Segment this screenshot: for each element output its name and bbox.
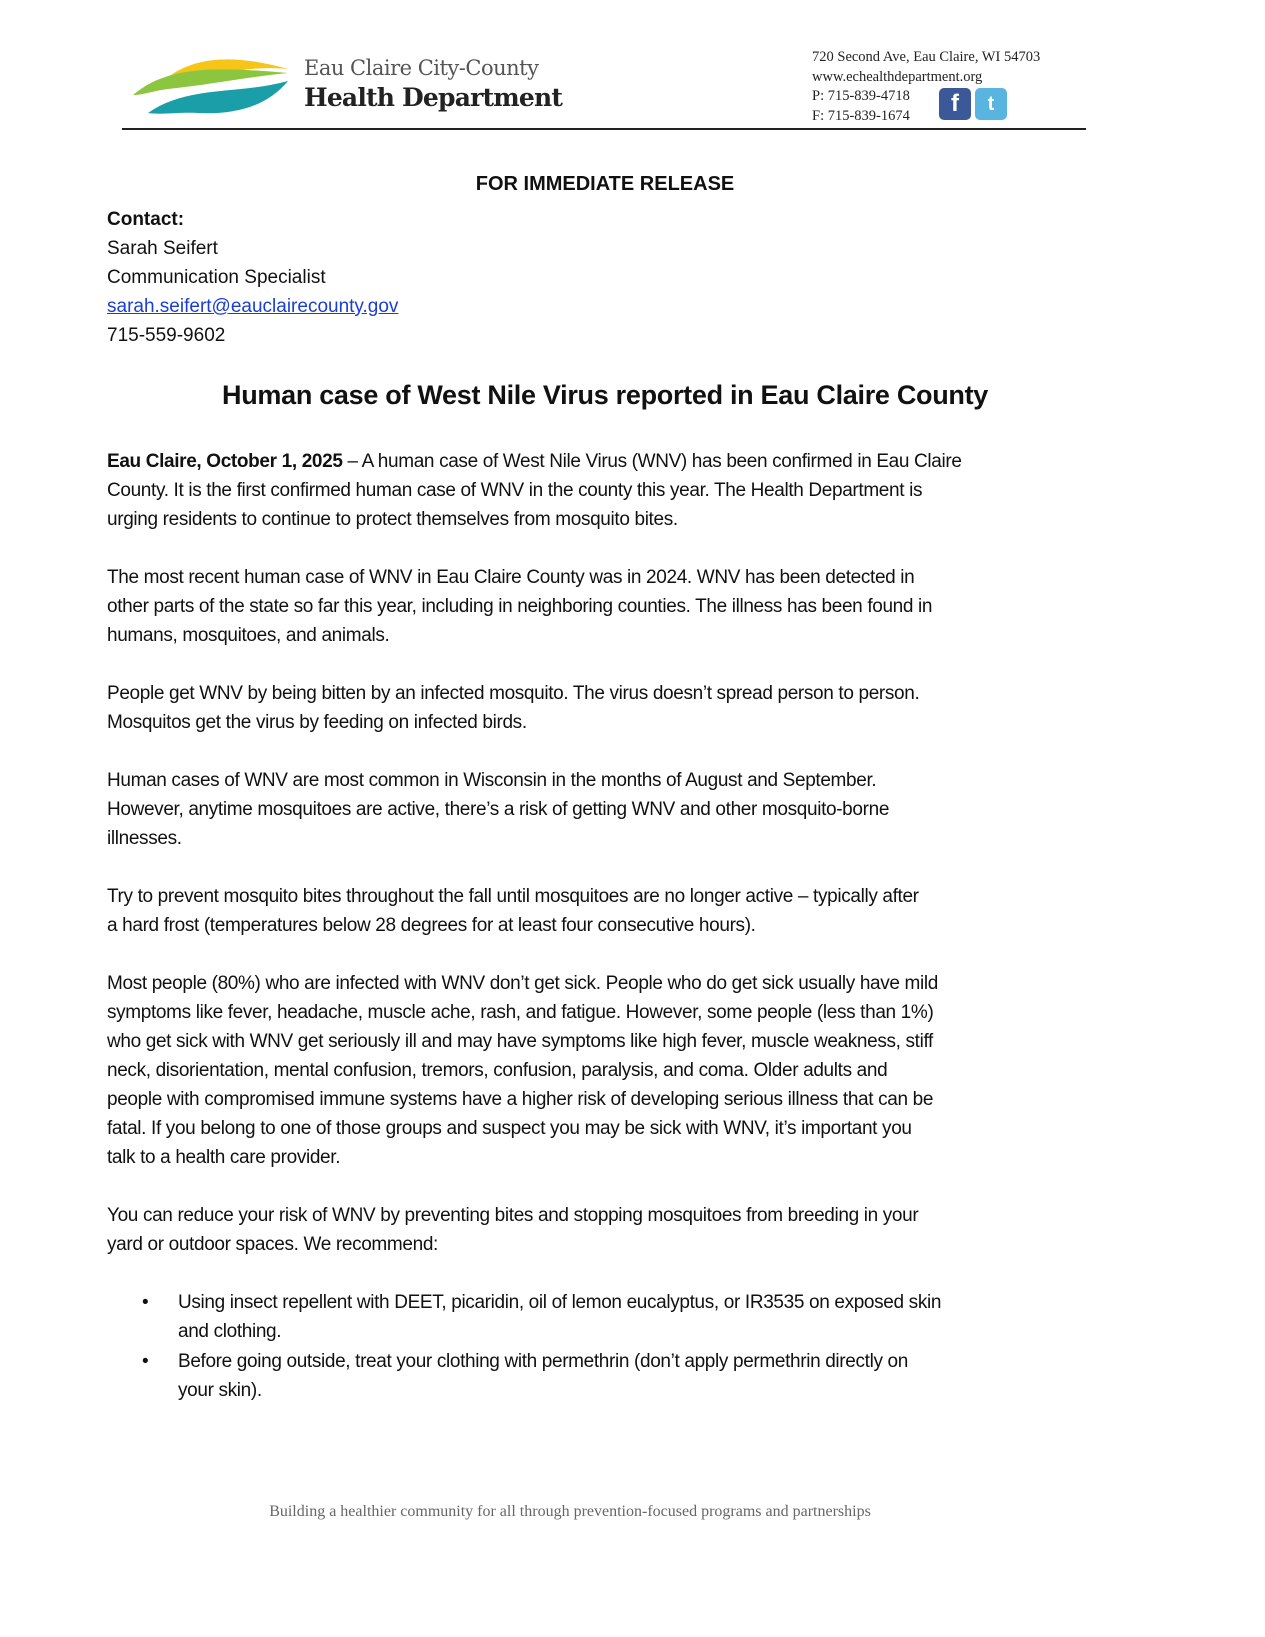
headline: Human case of West Nile Virus reported in Eau Claire County <box>222 380 988 410</box>
paragraph: The most recent human case of WNV in Eau Claire County was in 2024. WNV has been detected in other parts of the state so far this year, including in neighboring counties. The illness has been found in humans, mosquitoes, and animals. <box>107 567 933 646</box>
fax: F: 715-839-1674 <box>812 107 910 124</box>
phone: P: 715-839-4718 <box>812 88 910 104</box>
social-links <box>939 88 1007 120</box>
website[interactable]: www.echealthdepartment.org <box>812 68 983 85</box>
press-contact <box>107 205 398 350</box>
contact-label: Contact: <box>107 209 185 230</box>
article-body <box>107 447 962 1406</box>
facebook-icon[interactable]: f <box>939 88 971 120</box>
address: 720 Second Ave, Eau Claire, WI 54703 <box>812 49 1041 65</box>
dateline: Eau Claire, October 1, 2025 <box>107 451 343 472</box>
list-item: • Using insect repellent with DEET, picaridin, oil of lemon eucalyptus, or IR3535 on exposed skin and clothing. <box>107 1288 962 1346</box>
health-department-logo <box>128 55 293 125</box>
list-item: • Before going outside, treat your clothing with permethrin (don’t apply permethrin directly on your skin). <box>107 1347 962 1405</box>
contact-phone: 715-559-9602 <box>107 325 226 346</box>
paragraph: Try to prevent mosquito bites throughout the fall until mosquitoes are no longer active – typically after a hard frost (temperatures below 28 degrees for at least four consecutive hours). <box>107 886 919 936</box>
release-label: FOR IMMEDIATE RELEASE <box>475 173 735 195</box>
recommendation-list <box>107 1288 962 1405</box>
paragraph: People get WNV by being bitten by an infected mosquito. The virus doesn’t spread person to person. Mosquitos get the virus by feeding on infected birds. <box>107 683 920 733</box>
footer-tagline: Building a healthier community for all through prevention-focused programs and partnerships <box>269 1503 871 1520</box>
contact-email-link[interactable]: sarah.seifert@eauclairecounty.gov <box>107 296 399 317</box>
contact-title: Communication Specialist <box>107 267 326 288</box>
paragraph: Human cases of WNV are most common in Wisconsin in the months of August and September. However, anytime mosquitoes are active, there’s a risk of getting WNV and other mosquito-borne illnesses. <box>107 770 890 849</box>
org-name-line2: Health Department <box>304 83 563 112</box>
contact-name: Sarah Seifert <box>107 238 218 259</box>
org-name-line1: Eau Claire City-County <box>304 56 539 80</box>
paragraph: You can reduce your risk of WNV by preventing bites and stopping mosquitoes from breeding in your yard or outdoor spaces. We recommend: <box>107 1205 919 1255</box>
paragraph: Most people (80%) who are infected with WNV don’t get sick. People who do get sick usually have mild symptoms like fever, headache, muscle ache, rash, and fatigue. However, some people (less than 1%) who get sick with WNV get seriously ill and may have symptoms like high fever, muscle weakness, stiff neck, disorientation, mental confusion, tremors, confusion, paralysis, and coma. Older adults and people with compromised immune systems have a higher risk of developing serious illness that can be fatal. If you belong to one of those groups and suspect you may be sick with WNV, it’s important you talk to a health care provider. <box>107 973 938 1168</box>
twitter-icon[interactable]: t <box>975 88 1007 120</box>
header-divider <box>122 128 1086 130</box>
paragraph: Eau Claire, October 1, 2025 – A human case of West Nile Virus (WNV) has been confirmed in Eau Claire County. It is the first confirmed human case of WNV in the county this year. The Health Department is urging residents to continue to protect themselves from mosquito bites. <box>107 451 962 530</box>
